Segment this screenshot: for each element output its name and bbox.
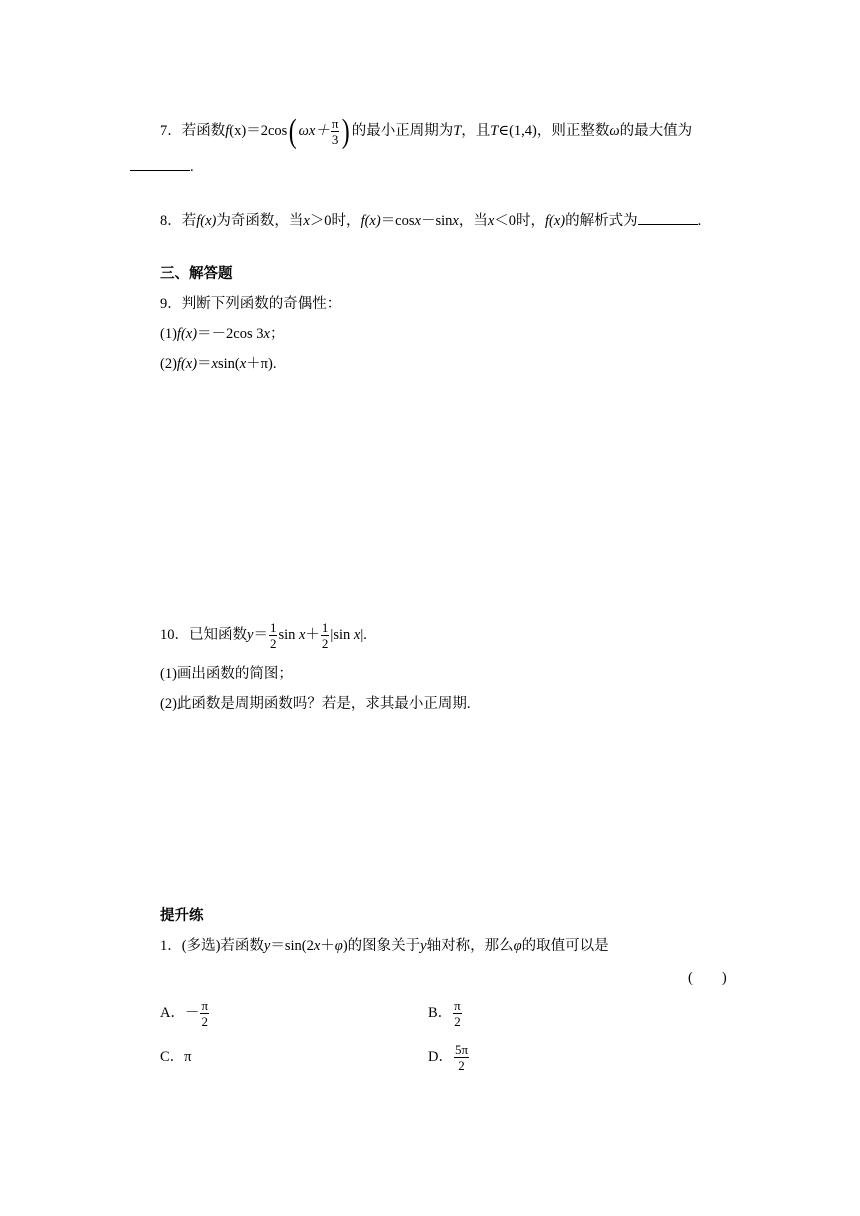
fraction-pi-over-3: $\frac{\pi}{3}$ bbox=[331, 116, 339, 148]
question-10-part-2: (2)此函数是周期函数吗？若是，求其最小正周期. bbox=[160, 696, 471, 712]
fraction-option-a: $\frac{\pi}{2}$ bbox=[201, 998, 209, 1030]
answer-blank-7[interactable] bbox=[130, 156, 190, 171]
fraction-one-half-2: $\frac{1}{2}$ bbox=[321, 620, 329, 652]
left-paren: ( bbox=[288, 112, 297, 150]
fraction-one-half: $\frac{1}{2}$ bbox=[269, 620, 277, 652]
option-c[interactable]: C．π bbox=[160, 1049, 192, 1065]
question-7-line2: . bbox=[130, 156, 194, 177]
improve-question-1-stem: 1．(多选)若函数y＝sin(2x＋φ)的图象关于y轴对称，那么φ的取值可以是 bbox=[160, 938, 609, 954]
fraction-option-b: $\frac{\pi}{2}$ bbox=[454, 998, 461, 1030]
fraction-option-d: $\frac{5\pi}{2}$ bbox=[454, 1042, 469, 1074]
question-9-part-1: (1)f(x)＝－2cos 3x； bbox=[160, 326, 285, 342]
option-d[interactable]: D． $\frac{5\pi}{2}$ bbox=[428, 1042, 469, 1074]
option-a[interactable]: A．－ $\frac{\pi}{2}$ bbox=[160, 998, 209, 1030]
question-10-stem: 10．已知函数y＝ $\frac{1}{2}$ sin x＋ $\frac{1}{2}$ |sin x|. bbox=[160, 620, 367, 652]
question-8: 8．若f(x)为奇函数，当x＞0时，f(x)＝cosx－sinx，当x＜0时，f(x)的解析式为 . bbox=[160, 210, 701, 231]
question-10-part-1: (1)画出函数的简图； bbox=[160, 666, 293, 682]
right-paren: ) bbox=[342, 112, 351, 150]
question-9-stem: 9．判断下列函数的奇偶性： bbox=[160, 296, 342, 312]
answer-parentheses[interactable]: ( ) bbox=[688, 970, 727, 986]
question-7-line1: 7．若函数f(x)＝2cos( ωx＋ $\frac{\pi}{3}$ ) 的最小正周期为T，且T∈(1,4)，则正整数ω的最大值为 bbox=[160, 112, 693, 150]
answer-blank-8[interactable] bbox=[638, 210, 698, 225]
section-heading-3: 三、解答题 bbox=[160, 266, 233, 282]
option-b[interactable]: B． $\frac{\pi}{2}$ bbox=[428, 998, 461, 1030]
section-heading-improve: 提升练 bbox=[160, 908, 204, 924]
question-9-part-2: (2)f(x)＝xsin(x＋π). bbox=[160, 356, 277, 372]
